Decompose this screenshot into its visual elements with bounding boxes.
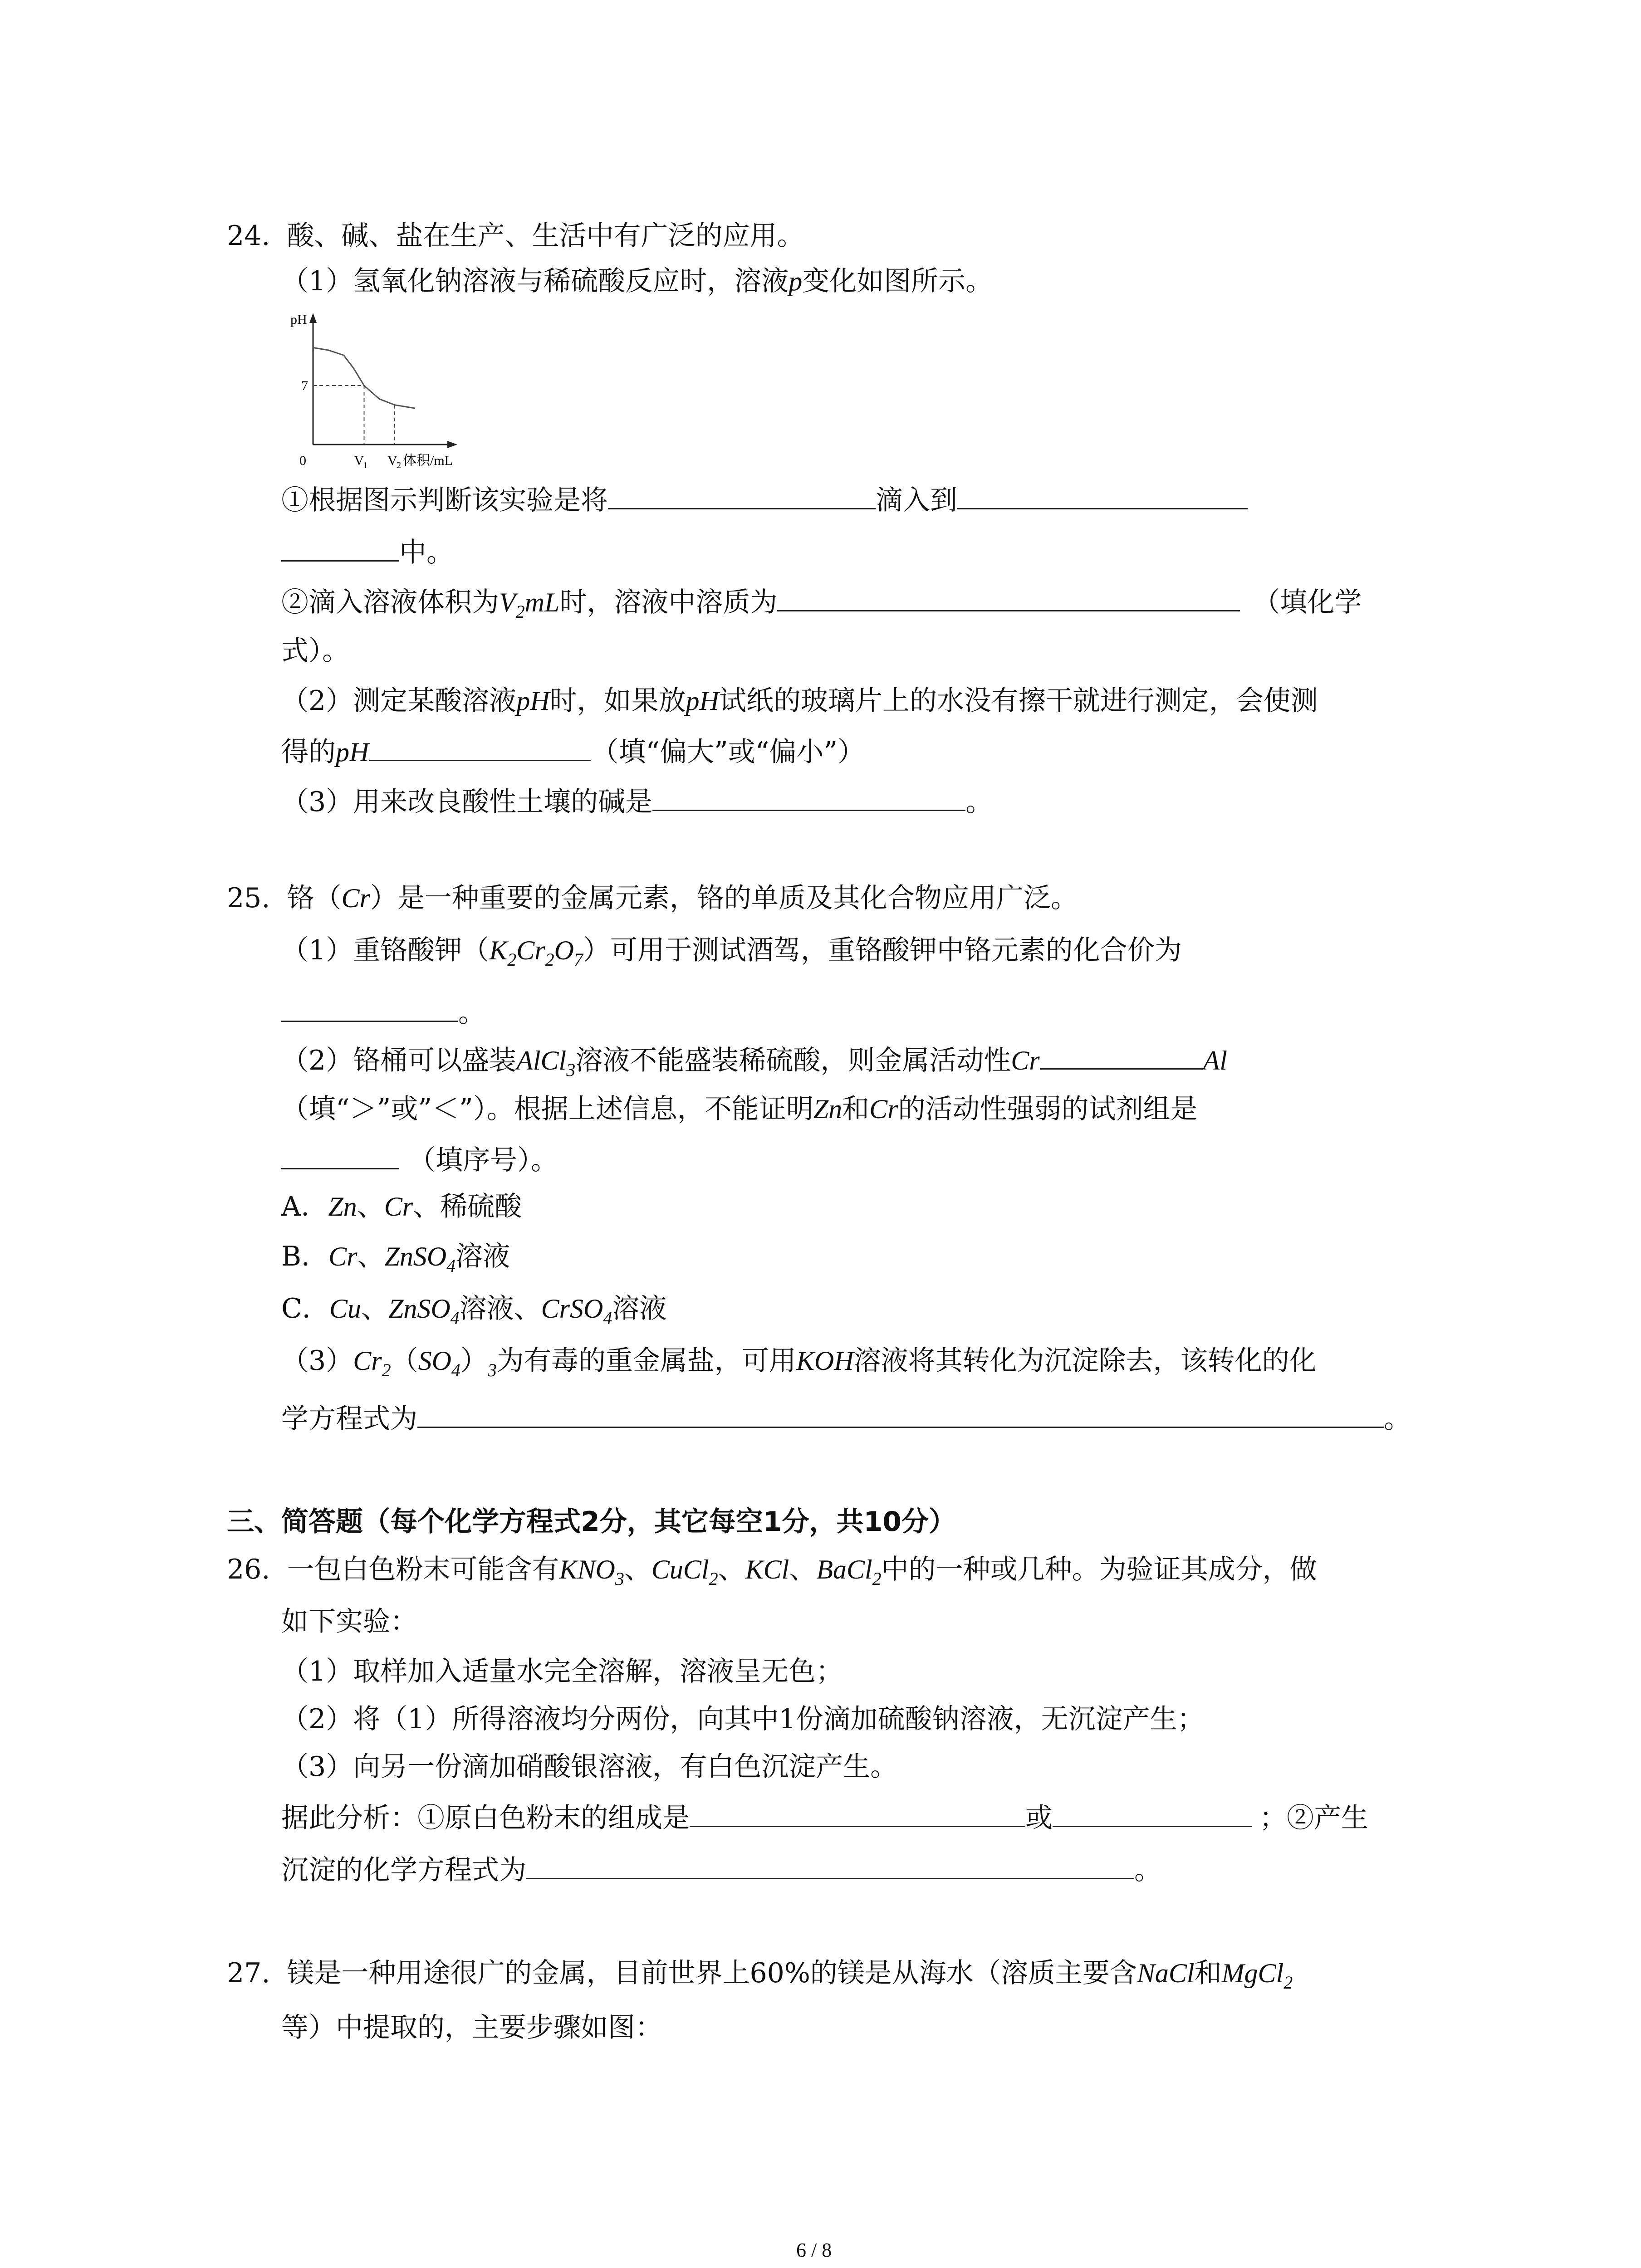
option-text: 、稀硫酸 bbox=[413, 1191, 522, 1222]
q26-analysis bbox=[281, 1799, 1368, 1836]
q24-part3 bbox=[281, 782, 993, 820]
q26-stem-cont bbox=[281, 1603, 417, 1640]
chem-mgcl2: MgCl bbox=[1221, 1958, 1284, 1988]
q26-step3: （3）向另一份滴加硝酸银溶液，有白色沉淀产生。 bbox=[281, 1751, 898, 1783]
subscript: 4 bbox=[603, 1308, 612, 1328]
q24-sub1-mid: 滴入到 bbox=[876, 484, 957, 516]
q26-stem-text: 一包白色粉末可能含有 bbox=[287, 1554, 559, 1585]
chem-nacl: NaCl bbox=[1136, 1958, 1195, 1988]
q26-analysis-cont bbox=[281, 1851, 1161, 1888]
q27-stem bbox=[227, 1955, 1293, 1994]
x-tick-v2-sub: 2 bbox=[397, 460, 401, 470]
q27-stem-cont bbox=[281, 2009, 662, 2046]
q24-sub2-end: 式）。 bbox=[281, 635, 349, 667]
q25-part2-text: （2）铬桶可以盛装 bbox=[281, 1045, 517, 1076]
q24-sub1-cont bbox=[281, 533, 454, 571]
y-axis-arrow bbox=[309, 313, 317, 323]
q25-part2-text2: （填“＞”或”＜”）。根据上述信息，不能证明 bbox=[281, 1093, 813, 1125]
chem-cr: Cr bbox=[328, 1242, 358, 1271]
ph-symbol: pH bbox=[686, 686, 719, 716]
question-number: 25. bbox=[227, 882, 270, 914]
q26-or: 或 bbox=[1025, 1802, 1053, 1834]
q24-sub2-text: ②滴入溶液体积为 bbox=[281, 587, 499, 618]
chem-cucl2: CuCl bbox=[651, 1554, 709, 1584]
y-axis-label: pH bbox=[290, 313, 307, 327]
q27-stem-text: 镁是一种用途很广的金属，目前世界上60%的镁是从海水（溶质主要含 bbox=[287, 1957, 1137, 1989]
q24-part2-cont bbox=[281, 733, 865, 770]
q25-part3-cont bbox=[281, 1399, 1411, 1437]
x-axis-arrow bbox=[447, 441, 457, 448]
answer-blank[interactable] bbox=[369, 733, 591, 761]
q24-part2-text2: 得的 bbox=[281, 736, 336, 768]
subscript: 2 bbox=[709, 1569, 718, 1589]
page-number: 6 / 8 bbox=[796, 2239, 832, 2261]
q24-part2-mid: 时，如果放 bbox=[549, 685, 686, 717]
paren: ） bbox=[460, 1345, 488, 1377]
q25-part3 bbox=[281, 1343, 1317, 1382]
chem-cr: Cr bbox=[341, 883, 370, 913]
q25-part2-cont bbox=[281, 1091, 1197, 1127]
q26-stem bbox=[227, 1551, 1317, 1591]
x-tick-v1-sub: 1 bbox=[363, 460, 368, 470]
subscript: 3 bbox=[566, 1060, 576, 1080]
q25-stem-text: 铬（ bbox=[287, 882, 342, 914]
ph-symbol: pH bbox=[336, 737, 369, 767]
q25-part2-cont2 bbox=[281, 1141, 558, 1178]
answer-blank[interactable] bbox=[1040, 1041, 1203, 1070]
answer-blank[interactable] bbox=[777, 583, 1240, 611]
chem-crso4: CrSO bbox=[541, 1294, 603, 1324]
q26-stem-tail: 中的一种或几种。为验证其成分，做 bbox=[881, 1554, 1317, 1585]
q26-analysis-end: 。 bbox=[1134, 1854, 1161, 1886]
separator: 、 bbox=[624, 1554, 652, 1585]
chem-znso4: ZnSO bbox=[384, 1242, 447, 1271]
q24-sub2-hint: （填化学 bbox=[1253, 587, 1362, 618]
paren: （ bbox=[391, 1345, 418, 1377]
answer-blank[interactable] bbox=[281, 533, 399, 562]
q25-part1-end: 。 bbox=[458, 997, 485, 1029]
subscript: 4 bbox=[451, 1360, 460, 1380]
subscript: 2 bbox=[507, 949, 517, 970]
q25-option-a bbox=[281, 1188, 522, 1225]
chem-koh: KOH bbox=[796, 1346, 854, 1376]
chem-so4: SO bbox=[418, 1346, 451, 1376]
q27-and: 和 bbox=[1194, 1957, 1222, 1989]
question-number: 24. bbox=[227, 220, 270, 252]
q24-stem bbox=[227, 218, 804, 254]
separator: 、 bbox=[357, 1241, 385, 1272]
option-text: 溶液 bbox=[612, 1293, 667, 1325]
q26-step2: （2）将（1）所得溶液均分两份，向其中1份滴加硫酸钠溶液，无沉淀产生； bbox=[281, 1703, 1205, 1735]
subscript: 2 bbox=[382, 1360, 391, 1380]
answer-blank[interactable] bbox=[652, 782, 965, 811]
q25-part3-text2: 学方程式为 bbox=[281, 1403, 417, 1435]
answer-blank[interactable] bbox=[417, 1399, 1384, 1428]
answer-blank[interactable] bbox=[281, 1141, 399, 1169]
q24-sub1-end: 中。 bbox=[399, 537, 454, 568]
q26-stem-text2: 如下实验： bbox=[281, 1606, 417, 1637]
q25-part1 bbox=[281, 932, 1182, 972]
chem-kno3: KNO bbox=[559, 1554, 615, 1584]
chem-znso4: ZnSO bbox=[388, 1294, 451, 1324]
subscript: 3 bbox=[487, 1360, 497, 1380]
q24-sub1-text: ①根据图示判断该实验是将 bbox=[281, 484, 608, 516]
subscript: 7 bbox=[573, 949, 583, 970]
q24-part2-hint: （填“偏大”或“偏小”） bbox=[591, 736, 865, 768]
subscript: 2 bbox=[545, 949, 554, 970]
separator: 、 bbox=[718, 1554, 745, 1585]
chem-al: Al bbox=[1203, 1046, 1227, 1075]
section-heading: 三、简答题（每个化学方程式2分，其它每空1分，共10分） bbox=[227, 1506, 956, 1538]
q25-part3-text: （3） bbox=[281, 1345, 353, 1377]
x-axis-label: 体积/mL bbox=[403, 453, 453, 468]
option-text: 溶液 bbox=[456, 1241, 510, 1272]
chem-cr: Cr bbox=[1011, 1046, 1040, 1075]
q27-stem-text2: 等）中提取的，主要步骤如图： bbox=[281, 2012, 662, 2043]
separator: 、 bbox=[357, 1191, 384, 1222]
q24-part1-text: （1）氢氧化钠溶液与稀硫酸反应时，溶液 bbox=[281, 265, 789, 297]
q25-stem bbox=[227, 880, 1078, 916]
option-letter: C． bbox=[281, 1293, 329, 1325]
q25-option-c bbox=[281, 1290, 666, 1330]
q25-part2-and: 和 bbox=[842, 1093, 870, 1125]
q24-part1 bbox=[281, 263, 993, 299]
q24-part2-tail: 试纸的玻璃片上的水没有擦干就进行测定，会使测 bbox=[719, 685, 1318, 717]
q25-part3-tail: 溶液将其转化为沉淀除去，该转化的化 bbox=[853, 1345, 1317, 1377]
y-tick-label: 7 bbox=[301, 378, 308, 393]
q24-sub2 bbox=[281, 583, 1362, 624]
chem-cr: Cr bbox=[869, 1094, 898, 1124]
q25-part1-tail: ）可用于测试酒驾，重铬酸钾中铬元素的化合价为 bbox=[583, 934, 1182, 966]
option-letter: A． bbox=[281, 1191, 328, 1222]
answer-blank[interactable] bbox=[608, 481, 876, 509]
q24-sub2-cont bbox=[281, 633, 349, 669]
separator: 、 bbox=[789, 1554, 817, 1585]
chem-alcl3: AlCl bbox=[516, 1046, 567, 1075]
chem-zn: Zn bbox=[813, 1094, 843, 1124]
q25-part1-text: （1）重铬酸钾（ bbox=[281, 934, 490, 966]
q24-part3-text: （3）用来改良酸性土壤的碱是 bbox=[281, 786, 653, 818]
ph-symbol: pH bbox=[516, 686, 550, 716]
subscript: 2 bbox=[1283, 1972, 1293, 1993]
q26-analysis-mid: ；②产生 bbox=[1259, 1802, 1368, 1834]
x-tick-v2: V bbox=[387, 453, 397, 468]
q24-part1-tail: 变化如图所示。 bbox=[802, 265, 993, 297]
q25-part2-mid: 溶液不能盛装稀硫酸，则金属活动性 bbox=[575, 1045, 1011, 1076]
q24-part2-text: （2）测定某酸溶液 bbox=[281, 685, 517, 717]
q25-part2-hint: （填序号）。 bbox=[408, 1144, 558, 1176]
chem-cr: Cr bbox=[516, 935, 545, 965]
unit-ml: mL bbox=[524, 587, 560, 617]
q26-analysis-text: 据此分析：①原白色粉末的组成是 bbox=[281, 1802, 690, 1834]
q24-p-variable: p bbox=[789, 266, 803, 296]
q24-sub2-mid: 时，溶液中溶质为 bbox=[559, 587, 778, 618]
option-letter: B． bbox=[281, 1241, 329, 1272]
subscript: 4 bbox=[450, 1308, 460, 1328]
subscript: 3 bbox=[615, 1569, 624, 1589]
question-number: 26. bbox=[227, 1554, 270, 1585]
q25-part2 bbox=[281, 1041, 1227, 1082]
question-number: 27. bbox=[227, 1957, 270, 1989]
separator: 、 bbox=[361, 1293, 388, 1325]
answer-blank[interactable] bbox=[957, 481, 1248, 509]
answer-blank[interactable] bbox=[281, 993, 458, 1022]
chem-o: O bbox=[554, 935, 574, 965]
q25-option-b bbox=[281, 1238, 510, 1278]
q25-stem-tail: ）是一种重要的金属元素，铬的单质及其化合物应用广泛。 bbox=[370, 882, 1078, 914]
option-text: 溶液、 bbox=[459, 1293, 541, 1325]
q24-stem-text: 酸、碱、盐在生产、生活中有广泛的应用。 bbox=[287, 220, 804, 252]
q24-sub1 bbox=[281, 481, 1248, 518]
q26-analysis-text2: 沉淀的化学方程式为 bbox=[281, 1854, 526, 1886]
chem-cu: Cu bbox=[329, 1294, 361, 1324]
q24-part3-end: 。 bbox=[965, 786, 993, 818]
answer-blank[interactable] bbox=[690, 1799, 1025, 1827]
chem-cr: Cr bbox=[384, 1192, 413, 1222]
subscript: 2 bbox=[515, 601, 525, 622]
subscript: 2 bbox=[872, 1569, 882, 1589]
q25-part3-mid: 为有毒的重金属盐，可用 bbox=[496, 1345, 796, 1377]
chem-cr: Cr bbox=[353, 1346, 382, 1376]
chem-zn: Zn bbox=[328, 1192, 357, 1222]
chem-k: K bbox=[489, 935, 508, 965]
answer-blank[interactable] bbox=[526, 1851, 1134, 1879]
q26-step1: （1）取样加入适量水完全溶解，溶液呈无色； bbox=[281, 1656, 843, 1687]
q25-part2-tail: 的活动性强弱的试剂组是 bbox=[898, 1093, 1198, 1125]
ph-titration-chart bbox=[290, 313, 481, 472]
x-tick-v1: V bbox=[354, 453, 364, 468]
q25-part1-cont bbox=[281, 993, 485, 1031]
volume-v: V bbox=[499, 587, 516, 617]
q25-part3-end: 。 bbox=[1384, 1403, 1411, 1435]
origin-label: 0 bbox=[299, 453, 306, 468]
chem-kcl: KCl bbox=[745, 1554, 789, 1584]
subscript: 4 bbox=[446, 1256, 456, 1276]
answer-blank[interactable] bbox=[1053, 1799, 1252, 1827]
chem-bacl2: BaCl bbox=[816, 1554, 872, 1584]
q24-part2 bbox=[281, 683, 1318, 719]
